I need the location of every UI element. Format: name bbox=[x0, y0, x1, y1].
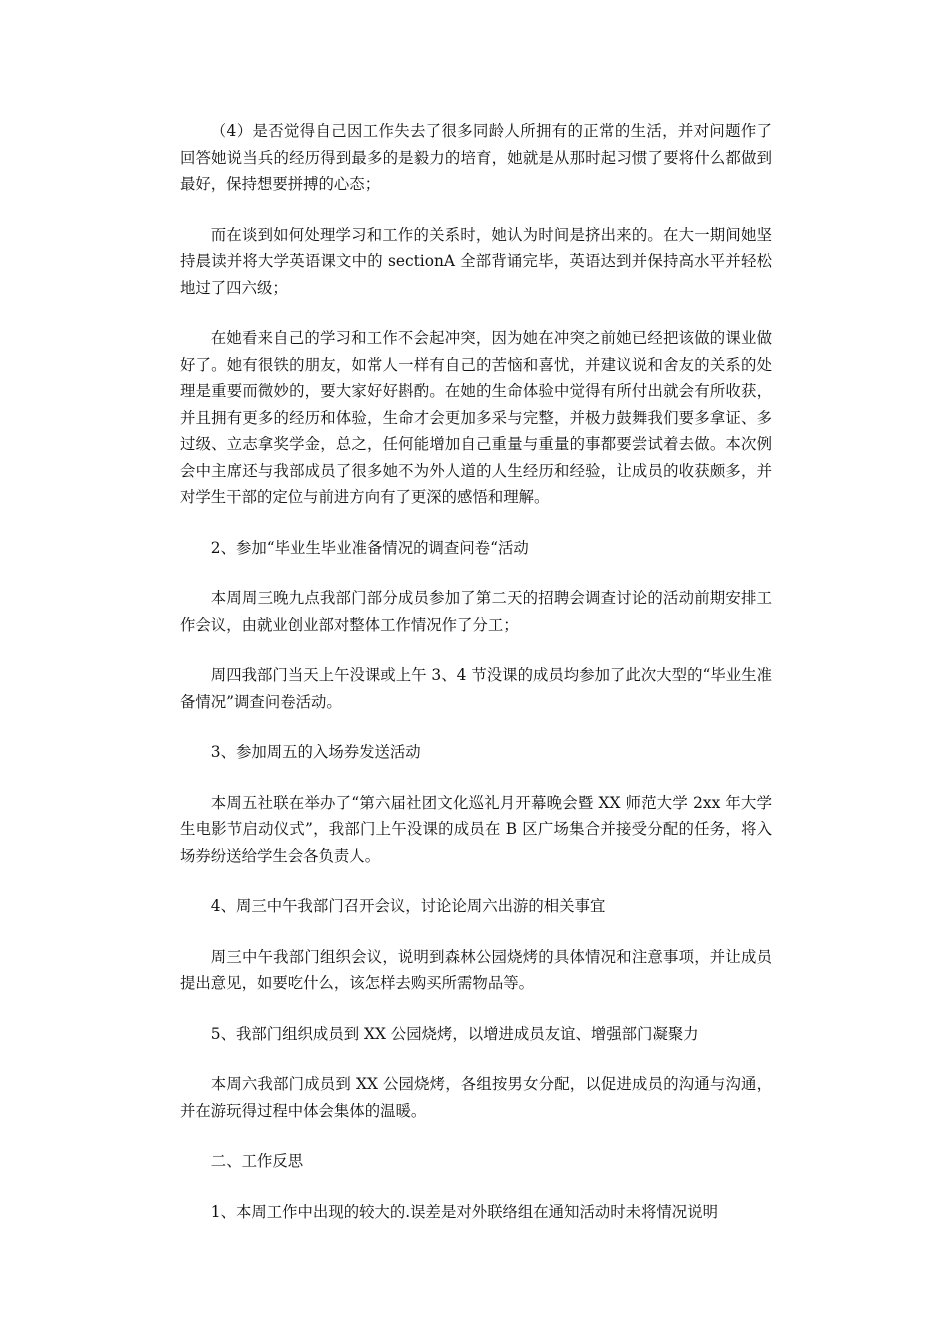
section-heading-meeting: 4、周三中午我部门召开会议，讨论论周六出游的相关事宜 bbox=[210, 897, 606, 915]
paragraph-survey-meeting: 本周周三晚九点我部门部分成员参加了第二天的招聘会调查讨论的活动前期安排工作会议，由就业创业部对整体工作情况作了分工； bbox=[180, 589, 772, 634]
paragraph-bbq: 本周六我部门成员到 XX 公园烧烤，各组按男女分配，以促进成员的沟通与沟通，并在游玩得过程中体会集体的温暖。 bbox=[180, 1075, 772, 1120]
document-page bbox=[180, 118, 772, 1249]
paragraph-tickets: 本周五社联在举办了“第六届社团文化巡礼月开幕晚会暨 XX 师范大学 2xx 年大学生电影节启动仪式”，我部门上午没课的成员在 B 区广场集合并接受分配的任务，将入场券纷送给学生会各负责人。 bbox=[180, 793, 772, 865]
paragraph-reflection-answer: （4）是否觉得自己因工作失去了很多同龄人所拥有的正常的生活，并对问题作了回答她说当兵的经历得到最多的是毅力的培育，她就是从那时起习惯了要将什么都做到最好，保持想要拼搏的心态； bbox=[180, 122, 772, 193]
section-heading-bbq: 5、我部门组织成员到 XX 公园烧烤，以增进成员友谊、增强部门凝聚力 bbox=[210, 1024, 699, 1043]
section-heading-tickets: 3、参加周五的入场券发送活动 bbox=[210, 743, 421, 761]
paragraph-reflection-1: 1、本周工作中出现的较大的.误差是对外联络组在通知活动时未将情况说明 bbox=[210, 1202, 718, 1221]
paragraph-meeting: 周三中午我部门组织会议，说明到森林公园烧烤的具体情况和注意事项，并让成员提出意见，如要吃什么，该怎样去购买所需物品等。 bbox=[180, 947, 772, 992]
paragraph-study-work-balance: 而在谈到如何处理学习和工作的关系时，她认为时间是挤出来的。在大一期间她坚持晨读并将大学英语课文中的 sectionA 全部背诵完毕，英语达到并保持高水平并轻松地过了四六级； bbox=[180, 225, 772, 297]
section-heading-survey: 2、参加“毕业生毕业准备情况的调查问卷“活动 bbox=[210, 538, 529, 557]
paragraph-survey-activity: 周四我部门当天上午没课或上午 3、4 节没课的成员均参加了此次大型的“毕业生准备情况”调查问卷活动。 bbox=[180, 666, 772, 711]
section-heading-reflection: 二、工作反思 bbox=[210, 1152, 304, 1170]
paragraph-life-experience: 在她看来自己的学习和工作不会起冲突，因为她在冲突之前她已经把该做的课业做好了。她有很铁的朋友，如常人一样有自己的苦恼和喜忧，并建议说和舍友的关系的处理是重要而微妙的，要大家好好斟酌。在她的生命体验中觉得有所付出就会有所收获，并且拥有更多的经历和体验，生命才会更加多采与完整，并极力鼓舞我们要多拿证、多过级、立志拿奖学金，总之，任何能增加自己重量与重量的事都要尝试着去做。本次例会中主席还与我部成员了很多她不为外人道的人生经历和经验，让成员的收获颇多，并对学生干部的定位与前进方向有了更深的感悟和理解。 bbox=[180, 329, 772, 506]
